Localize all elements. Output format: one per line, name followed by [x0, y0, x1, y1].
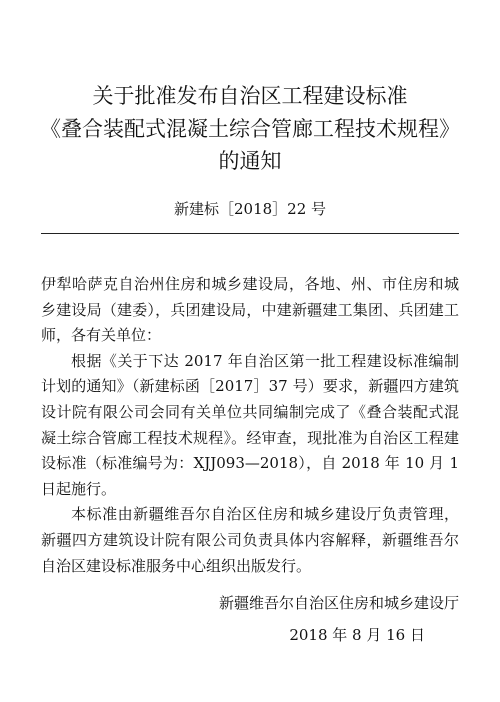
addressee-paragraph: 伊犁哈萨克自治州住房和城乡建设局，各地、州、市住房和城乡建设局（建委），兵团建设局，中建新疆建工集团、兵团建工师，各有关单位：	[41, 275, 459, 345]
management-paragraph: 本标准由新疆维吾尔自治区住房和城乡建设厅负责管理，新疆四方建筑设计院有限公司负责具体内容解释，新疆维吾尔自治区建设标准服务中心组织出版发行。	[41, 505, 459, 575]
title-line-2: 《叠合装配式混凝土综合管廊工程技术规程》	[40, 117, 460, 141]
issue-date: 2018 年 8 月 16 日	[289, 626, 425, 644]
document-body	[41, 272, 459, 579]
document-number: 新建标［2018］22 号	[173, 200, 327, 218]
approval-paragraph: 根据《关于下达 2017 年自治区第一批工程建设标准编制计划的通知》（新建标函［2017］37 号）要求，新疆四方建筑设计院有限公司会同有关单位共同编制完成了《叠合装配式混凝土综合管廊工程技术规程》。经审查，现批准为自治区工程建设标准（标准编号为：XJJ093—2018），自 2018 年 10 月 1 日起施行。	[41, 351, 459, 498]
issuer-signature: 新疆维吾尔自治区住房和城乡建设厅	[218, 594, 459, 612]
title-line-1: 关于批准发布自治区工程建设标准	[92, 84, 408, 108]
title-line-3: 的通知	[218, 149, 282, 173]
header-divider	[41, 233, 459, 234]
